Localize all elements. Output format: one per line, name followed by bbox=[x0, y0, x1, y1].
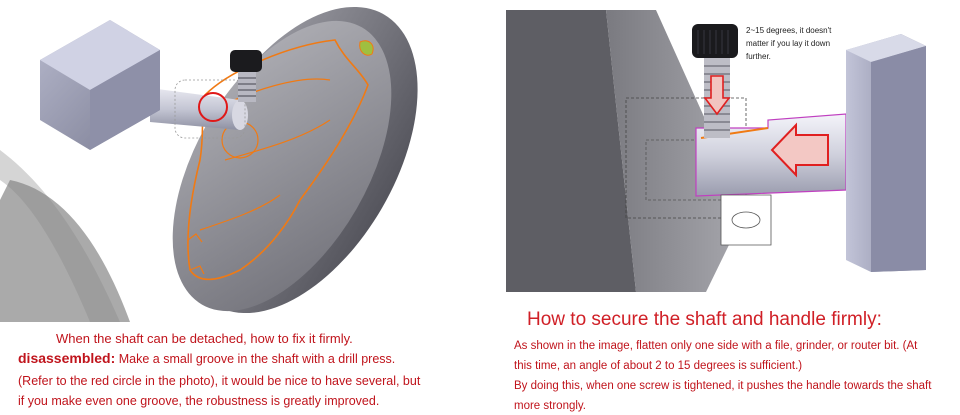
right-caption-line-3: By doing this, when one screw is tightened, it pushes the handle towards the shaft bbox=[514, 380, 932, 392]
right-caption-line-2: this time, an angle of about 2 to 15 degrees is sufficient.) bbox=[514, 360, 803, 372]
left-caption-line-3: if you make even one groove, the robustness is greatly improved. bbox=[18, 394, 380, 408]
screw-thread bbox=[238, 72, 256, 102]
left-caption-line-1 bbox=[18, 350, 395, 366]
left-caption-bold-label: disassembled: bbox=[18, 350, 116, 366]
right-figure-panel bbox=[496, 0, 960, 415]
right-caption-line-1: As shown in the image, flatten only one side with a file, grinder, or router bit. (At bbox=[514, 340, 918, 352]
angle-annotation-line-1: 2~15 degrees, it doesn't bbox=[746, 26, 832, 35]
angle-annotation bbox=[746, 24, 842, 63]
screw-head bbox=[692, 24, 738, 58]
angle-annotation-line-3: further. bbox=[746, 52, 771, 61]
angle-annotation-line-2: matter if you lay it down bbox=[746, 39, 831, 48]
left-caption-line-1-text: Make a small groove in the shaft with a drill press. bbox=[115, 352, 396, 366]
right-caption-title: How to secure the shaft and handle firmly: bbox=[527, 309, 882, 330]
right-cad-render bbox=[506, 10, 960, 292]
left-cad-render bbox=[0, 0, 494, 322]
screw-head bbox=[230, 50, 262, 72]
right-caption-line-4: more strongly. bbox=[514, 400, 587, 412]
left-caption-line-2: (Refer to the red circle in the photo), it would be nice to have several, but bbox=[18, 374, 421, 388]
left-caption-title: When the shaft can be detached, how to fix it firmly. bbox=[56, 331, 353, 346]
